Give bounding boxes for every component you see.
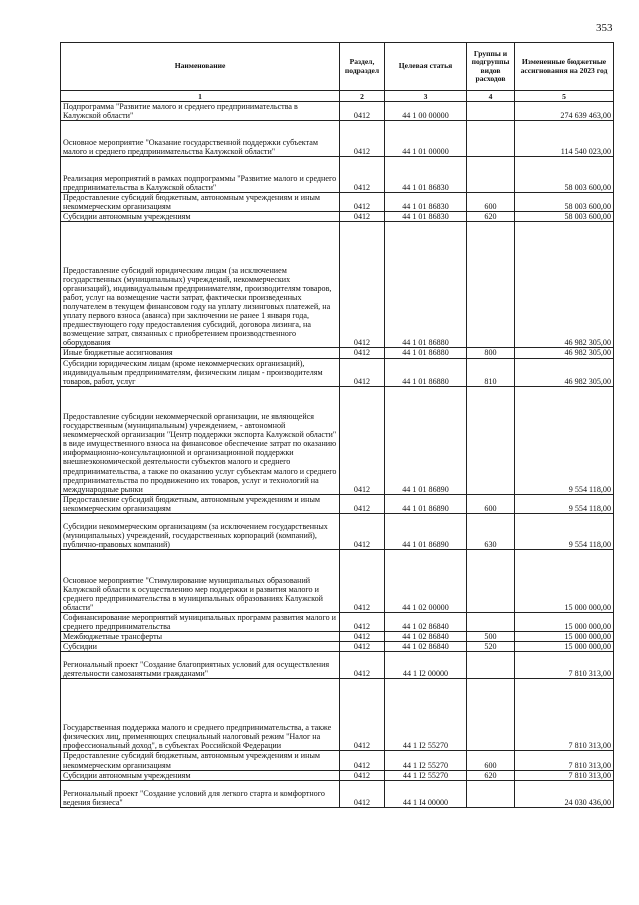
- row-target-code: 44 1 01 86890: [385, 386, 467, 494]
- row-target-code: 44 1 01 86880: [385, 222, 467, 348]
- row-group: [467, 222, 515, 348]
- row-name: Межбюджетные трансферты: [61, 632, 340, 642]
- row-name: Субсидии автономным учреждениям: [61, 770, 340, 780]
- row-name: Субсидии некоммерческим организациям (за исключением государственных (муниципальных) учреждений, государственных корпораций (компаний), публично-правовых компаний): [61, 514, 340, 550]
- table-row: [61, 157, 614, 193]
- row-group: [467, 679, 515, 751]
- row-section: 0412: [340, 358, 385, 386]
- row-target-code: 44 1 01 86890: [385, 514, 467, 550]
- row-name: Предоставление субсидий бюджетным, автономным учреждениям и иным некоммерческим организациям: [61, 193, 340, 212]
- row-name: Подпрограмма "Развитие малого и среднего предпринимательства в Калужской области": [61, 102, 340, 121]
- row-amount: 9 554 118,00: [515, 514, 614, 550]
- row-section: 0412: [340, 102, 385, 121]
- table-row: [61, 770, 614, 780]
- row-target-code: 44 1 I2 00000: [385, 652, 467, 679]
- row-target-code: 44 1 01 86890: [385, 494, 467, 513]
- table-row: [61, 642, 614, 652]
- header-target-article: Целевая статья: [385, 43, 467, 91]
- table-row: [61, 514, 614, 550]
- row-name: Предоставление субсидии некоммерческой организации, не являющейся государственным (муниципальным) учреждением, - автономной некоммерческой организации "Центр поддержки экспорта Калужской области" в виде имущественного взноса на финансовое обеспечение затрат по оказанию информационно-консультационной и организационной поддержки внешнеэкономической деятельности субъектов малого и среднего предпринимательства, а также по оказанию услуг субъектам малого и среднего предпринимательства по продвижению их товаров, услуг и технологий на международные рынки: [61, 386, 340, 494]
- row-amount: 46 982 305,00: [515, 222, 614, 348]
- row-amount: 15 000 000,00: [515, 613, 614, 632]
- row-section: 0412: [340, 514, 385, 550]
- row-section: 0412: [340, 780, 385, 807]
- row-group: [467, 121, 515, 157]
- column-number: 3: [385, 91, 467, 102]
- row-name: Основное мероприятие "Стимулирование муниципальных образований Калужской области к осуществлению мер поддержки и развития малого и среднего предпринимательства в муниципальных образованиях Калужской области": [61, 550, 340, 613]
- row-target-code: 44 1 01 86880: [385, 348, 467, 358]
- row-section: 0412: [340, 494, 385, 513]
- column-number: 1: [61, 91, 340, 102]
- row-target-code: 44 1 01 86830: [385, 157, 467, 193]
- table-row: [61, 751, 614, 770]
- row-amount: 58 003 600,00: [515, 157, 614, 193]
- row-amount: 15 000 000,00: [515, 632, 614, 642]
- row-name: Региональный проект "Создание условий для легкого старта и комфортного ведения бизнеса": [61, 780, 340, 807]
- column-number: 4: [467, 91, 515, 102]
- row-target-code: 44 1 02 86840: [385, 632, 467, 642]
- row-section: 0412: [340, 679, 385, 751]
- row-section: 0412: [340, 632, 385, 642]
- row-amount: 46 982 305,00: [515, 348, 614, 358]
- column-number: 5: [515, 91, 614, 102]
- row-group: [467, 157, 515, 193]
- table-row: [61, 348, 614, 358]
- row-group: 600: [467, 751, 515, 770]
- table-row: [61, 386, 614, 494]
- header-amount: Измененные бюджетные ассигнования на 2023 год: [515, 43, 614, 91]
- row-name: Государственная поддержка малого и среднего предпринимательства, а также физических лиц, применяющих специальный налоговый режим "Налог на профессиональный доход", в субъектах Российской Федерации: [61, 679, 340, 751]
- table-row: [61, 550, 614, 613]
- column-number-row: [61, 91, 614, 102]
- row-group: 800: [467, 348, 515, 358]
- row-amount: 58 003 600,00: [515, 212, 614, 222]
- row-name: Субсидии юридическим лицам (кроме некоммерческих организаций), индивидуальным предпринимателям, физическим лицам - производителям товаров, работ, услуг: [61, 358, 340, 386]
- budget-table: [60, 42, 614, 808]
- row-target-code: 44 1 I4 00000: [385, 780, 467, 807]
- row-group: [467, 780, 515, 807]
- row-target-code: 44 1 02 86840: [385, 613, 467, 632]
- row-amount: 274 639 463,00: [515, 102, 614, 121]
- table-header-row: [61, 43, 614, 91]
- table-row: [61, 780, 614, 807]
- row-section: 0412: [340, 121, 385, 157]
- row-amount: 7 810 313,00: [515, 751, 614, 770]
- row-section: 0412: [340, 770, 385, 780]
- column-number: 2: [340, 91, 385, 102]
- row-name: Субсидии: [61, 642, 340, 652]
- row-amount: 7 810 313,00: [515, 770, 614, 780]
- table-row: [61, 652, 614, 679]
- row-section: 0412: [340, 193, 385, 212]
- header-name: Наименование: [61, 43, 340, 91]
- row-name: Реализация мероприятий в рамках подпрограммы "Развитие малого и среднего предпринимательства в Калужской области": [61, 157, 340, 193]
- row-amount: 9 554 118,00: [515, 386, 614, 494]
- row-amount: 58 003 600,00: [515, 193, 614, 212]
- row-group: 810: [467, 358, 515, 386]
- table-row: [61, 358, 614, 386]
- row-section: 0412: [340, 157, 385, 193]
- row-amount: 7 810 313,00: [515, 679, 614, 751]
- row-target-code: 44 1 I2 55270: [385, 751, 467, 770]
- row-target-code: 44 1 02 00000: [385, 550, 467, 613]
- row-target-code: 44 1 01 86830: [385, 212, 467, 222]
- row-section: 0412: [340, 550, 385, 613]
- row-name: Софинансирование мероприятий муниципальных программ развития малого и среднего предпринимательства: [61, 613, 340, 632]
- row-group: 600: [467, 494, 515, 513]
- table-row: [61, 193, 614, 212]
- table-row: [61, 632, 614, 642]
- row-name: Основное мероприятие "Оказание государственной поддержки субъектам малого и среднего предпринимательства Калужской области": [61, 121, 340, 157]
- table-row: [61, 102, 614, 121]
- header-expense-groups: Группы и подгруппы видов расходов: [467, 43, 515, 91]
- row-name: Предоставление субсидий юридическим лицам (за исключением государственных (муниципальных) учреждений, некоммерческих организаций), индивидуальным предпринимателям, производителям товаров, работ, услуг на возмещение части затрат, фактически произведенных получателем в текущем финансовом году на уплату лизинговых платежей, на уплату первого взноса (аванса) при заключении не ранее 1 января года, предшествующего году предоставления субсидий, договора лизинга, на возмещение затрат, связанных с приобретением производственного оборудования: [61, 222, 340, 348]
- row-amount: 46 982 305,00: [515, 358, 614, 386]
- row-group: [467, 652, 515, 679]
- row-target-code: 44 1 01 86830: [385, 193, 467, 212]
- row-name: Предоставление субсидий бюджетным, автономным учреждениям и иным некоммерческим организациям: [61, 494, 340, 513]
- row-section: 0412: [340, 212, 385, 222]
- row-group: 620: [467, 212, 515, 222]
- row-amount: 15 000 000,00: [515, 642, 614, 652]
- row-target-code: 44 1 01 86880: [385, 358, 467, 386]
- table-row: [61, 222, 614, 348]
- row-section: 0412: [340, 222, 385, 348]
- row-name: Иные бюджетные ассигнования: [61, 348, 340, 358]
- row-name: Предоставление субсидий бюджетным, автономным учреждениям и иным некоммерческим организациям: [61, 751, 340, 770]
- header-section: Раздел, подраздел: [340, 43, 385, 91]
- table-row: [61, 212, 614, 222]
- row-section: 0412: [340, 751, 385, 770]
- row-amount: 114 540 023,00: [515, 121, 614, 157]
- row-group: [467, 550, 515, 613]
- row-group: 600: [467, 193, 515, 212]
- row-section: 0412: [340, 348, 385, 358]
- row-amount: 24 030 436,00: [515, 780, 614, 807]
- row-group: [467, 386, 515, 494]
- row-group: 620: [467, 770, 515, 780]
- row-target-code: 44 1 I2 55270: [385, 679, 467, 751]
- row-target-code: 44 1 02 86840: [385, 642, 467, 652]
- table-row: [61, 494, 614, 513]
- row-name: Региональный проект "Создание благоприятных условий для осуществления деятельности самозанятыми гражданами": [61, 652, 340, 679]
- table-row: [61, 679, 614, 751]
- row-section: 0412: [340, 642, 385, 652]
- row-group: 630: [467, 514, 515, 550]
- row-section: 0412: [340, 652, 385, 679]
- row-section: 0412: [340, 386, 385, 494]
- row-target-code: 44 1 00 00000: [385, 102, 467, 121]
- row-amount: 9 554 118,00: [515, 494, 614, 513]
- row-amount: 7 810 313,00: [515, 652, 614, 679]
- row-group: 500: [467, 632, 515, 642]
- table-row: [61, 613, 614, 632]
- row-section: 0412: [340, 613, 385, 632]
- page-number: 353: [596, 22, 613, 34]
- row-group: 520: [467, 642, 515, 652]
- table-row: [61, 121, 614, 157]
- row-name: Субсидии автономным учреждениям: [61, 212, 340, 222]
- row-target-code: 44 1 I2 55270: [385, 770, 467, 780]
- row-target-code: 44 1 01 00000: [385, 121, 467, 157]
- row-group: [467, 613, 515, 632]
- row-group: [467, 102, 515, 121]
- row-amount: 15 000 000,00: [515, 550, 614, 613]
